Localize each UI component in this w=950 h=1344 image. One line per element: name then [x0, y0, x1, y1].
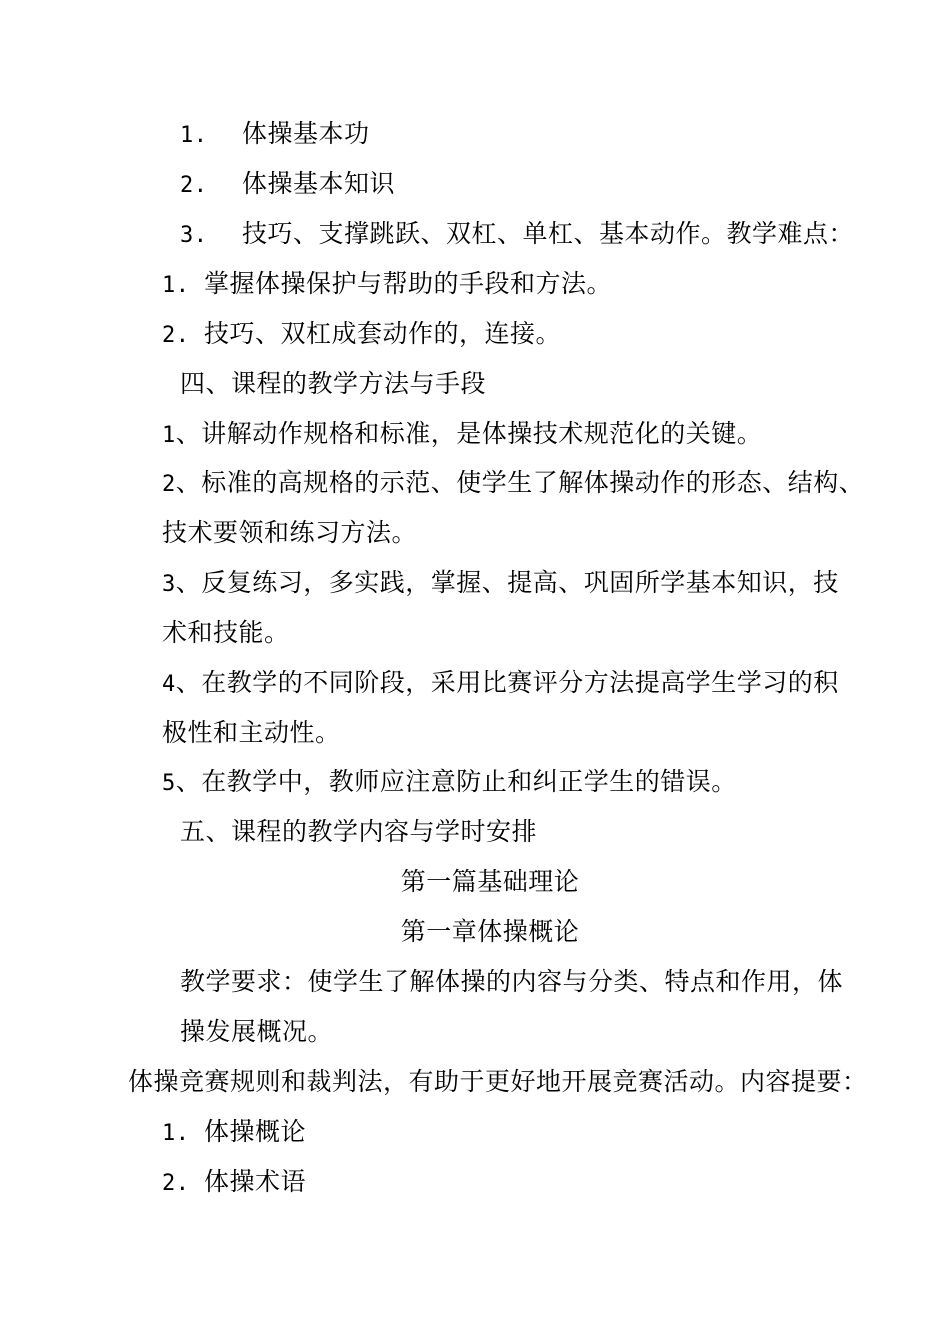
- outline-item-1: [162, 1116, 306, 1150]
- outline-item-1-text: 体操概论: [204, 1117, 307, 1146]
- method-5-number: 5: [162, 771, 176, 796]
- difficulty-1-number: 1.: [162, 273, 190, 298]
- requirement-line-2: 操发展概况。: [180, 1017, 334, 1046]
- outline-item-2-number: 2.: [162, 1171, 190, 1196]
- chapter-title: 第一章体操概论: [400, 917, 580, 946]
- difficulty-1-text: 掌握体操保护与帮助的手段和方法。: [204, 269, 613, 298]
- outline-item-1-number: 1.: [162, 1121, 190, 1146]
- part-title: 第一篇基础理论: [400, 867, 580, 896]
- difficulty-2: [162, 318, 561, 352]
- method-1: [162, 418, 762, 452]
- method-2-text: 、标准的高规格的示范、使学生了解体操动作的形态、结构、: [175, 468, 865, 497]
- difficulty-2-text: 技巧、双杠成套动作的，连接。: [204, 319, 562, 348]
- method-5: [162, 766, 737, 800]
- key-point-1-number: 1.: [180, 123, 208, 148]
- method-1-number: 1: [162, 423, 176, 448]
- requirement-line-1: 教学要求：使学生了解体操的内容与分类、特点和作用，体: [180, 967, 844, 996]
- key-point-1-text: 体操基本功: [242, 119, 370, 148]
- method-2-number: 2: [162, 472, 176, 497]
- method-3-number: 3: [162, 572, 176, 597]
- difficulty-1: [162, 268, 612, 302]
- method-4-number: 4: [162, 672, 176, 697]
- method-4-continuation: 极性和主动性。: [162, 718, 341, 747]
- method-1-text: 、讲解动作规格和标准，是体操技术规范化的关键。: [175, 419, 763, 448]
- key-point-3-text: 技巧、支撑跳跃、双杠、单杠、基本动作。教学难点：: [242, 219, 855, 248]
- method-3-continuation: 术和技能。: [162, 618, 290, 647]
- outline-item-2: [162, 1166, 306, 1200]
- method-3: [162, 567, 839, 601]
- key-point-2-text: 体操基本知识: [242, 169, 396, 198]
- key-point-2-number: 2.: [180, 173, 208, 198]
- method-5-text: 、在教学中，教师应注意防止和纠正学生的错误。: [175, 767, 737, 796]
- section-4-heading: 四、课程的教学方法与手段: [180, 369, 487, 398]
- method-3-text: 、反复练习，多实践，掌握、提高、巩固所学基本知识，技: [175, 568, 839, 597]
- key-point-3: [180, 218, 854, 252]
- method-2: [162, 467, 864, 501]
- key-point-1: [180, 118, 370, 152]
- outline-item-2-text: 体操术语: [204, 1167, 307, 1196]
- rules-line: 体操竞赛规则和裁判法，有助于更好地开展竞赛活动。内容提要：: [128, 1067, 868, 1096]
- difficulty-2-number: 2.: [162, 323, 190, 348]
- method-2-continuation: 技术要领和练习方法。: [162, 518, 418, 547]
- method-4-text: 、在教学的不同阶段，采用比赛评分方法提高学生学习的积: [175, 668, 839, 697]
- method-4: [162, 667, 839, 701]
- key-point-3-number: 3.: [180, 223, 208, 248]
- key-point-2: [180, 168, 395, 202]
- section-5-heading: 五、课程的教学内容与学时安排: [180, 817, 538, 846]
